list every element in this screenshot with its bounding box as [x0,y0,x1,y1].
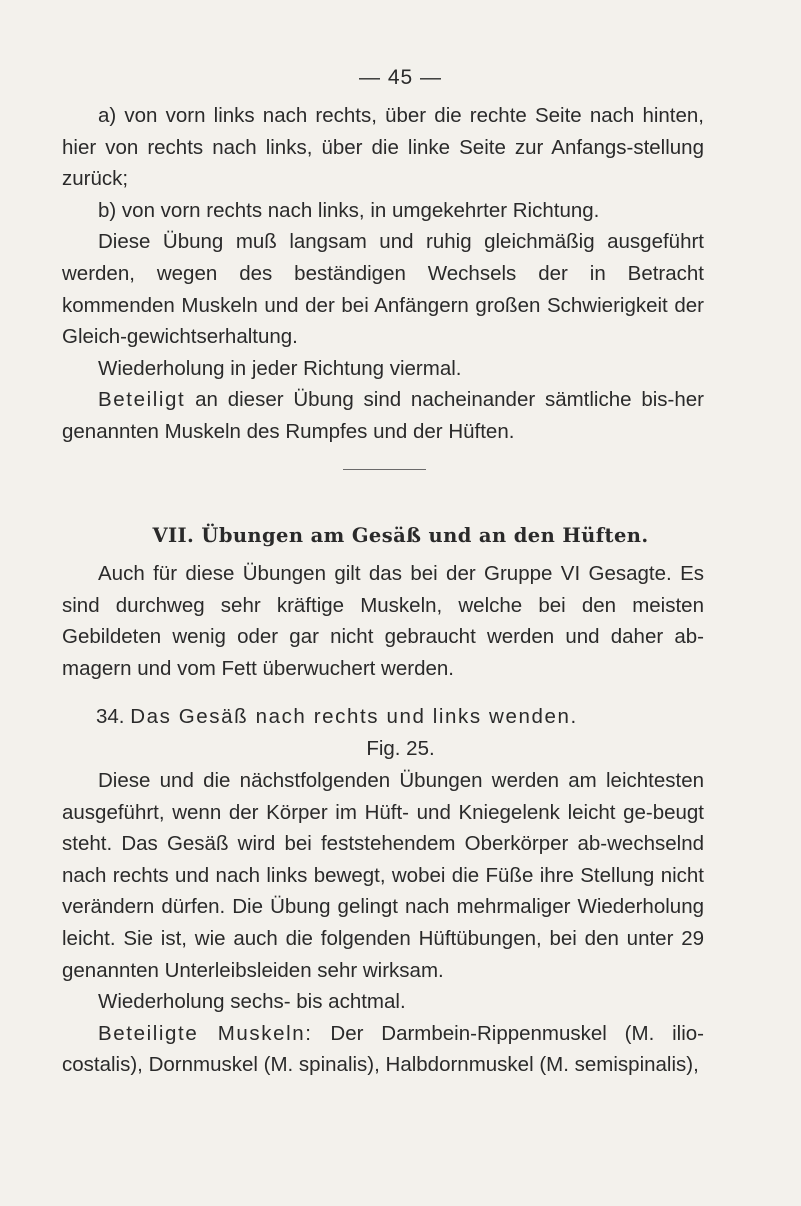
paragraph-b: b) von vorn rechts nach links, in umgekehrter Richtung. [98,198,600,222]
exercise-title [96,701,578,733]
paragraph-repetition: Wiederholung in jeder Richtung viermal. [98,356,462,380]
page-number: — 45 — [358,66,443,89]
section-intro: Auch für diese Übungen gilt das bei der Gruppe VI Gesagte. Es sind durchweg sehr kräftige Muskeln, welche bei den meisten Gebildeten wenig oder gar nicht gebraucht werden und daher ab-magern und vom Fett überwuchert werden. [62,562,704,680]
section-divider [343,469,426,470]
section-intro-block [62,558,704,684]
top-text-block [62,100,704,448]
section-heading: VII. Übungen am Gesäß und an den Hüften. [152,524,649,547]
involved-text: an dieser Übung sind nacheinander sämtliche bis-her genannten Muskeln des Rumpfes und der Hüften. [62,388,704,443]
exercise-text-block [62,765,704,1081]
muscles-label: Beteiligte Muskeln: [98,1021,313,1045]
exercise-repetition: Wiederholung sechs- bis achtmal. [98,990,406,1014]
muscles-text: Der Darmbein-Rippenmuskel (M. ilio-costalis), Dornmuskel (M. spinalis), Halbdornmuskel (M. semispinalis), [62,1021,704,1077]
paragraph-slow-execution: Diese Übung muß langsam und ruhig gleichmäßig ausgeführt werden, wegen des beständigen Wechsels der in Betracht kommenden Muskeln und der bei Anfängern großen Schwierigkeit der Gleich-gewichtserhaltung. [62,230,704,349]
exercise-name: Das Gesäß nach rechts und links wenden. [130,705,578,728]
exercise-description: Diese und die nächstfolgenden Übungen werden am leichtesten ausgeführt, wenn der Körper im Hüft- und Kniegelenk leicht ge-beugt steht. Das Gesäß wird bei feststehendem Oberkörper ab-wechselnd nach rechts und nach links bewegt, wobei die Füße ihre Stellung nicht verändern dürfen. Die Übung gelingt nach mehrmaliger Wiederholung leicht. Sie ist, wie auch die folgenden Hüftübungen, bei den unter 29 genannten Unterleibsleiden sehr wirksam. [62,769,704,982]
exercise-muscles [62,1018,704,1081]
involved-label: Beteiligt [98,388,186,412]
paragraph-a: a) von vorn links nach rechts, über die rechte Seite nach hinten, hier von rechts nach links, über die linke Seite zur Anfangs-stellung zurück; [62,104,704,191]
figure-label: Fig. 25. [366,737,435,760]
exercise-number: 34. [96,705,125,728]
paragraph-involved-muscles [62,384,704,447]
